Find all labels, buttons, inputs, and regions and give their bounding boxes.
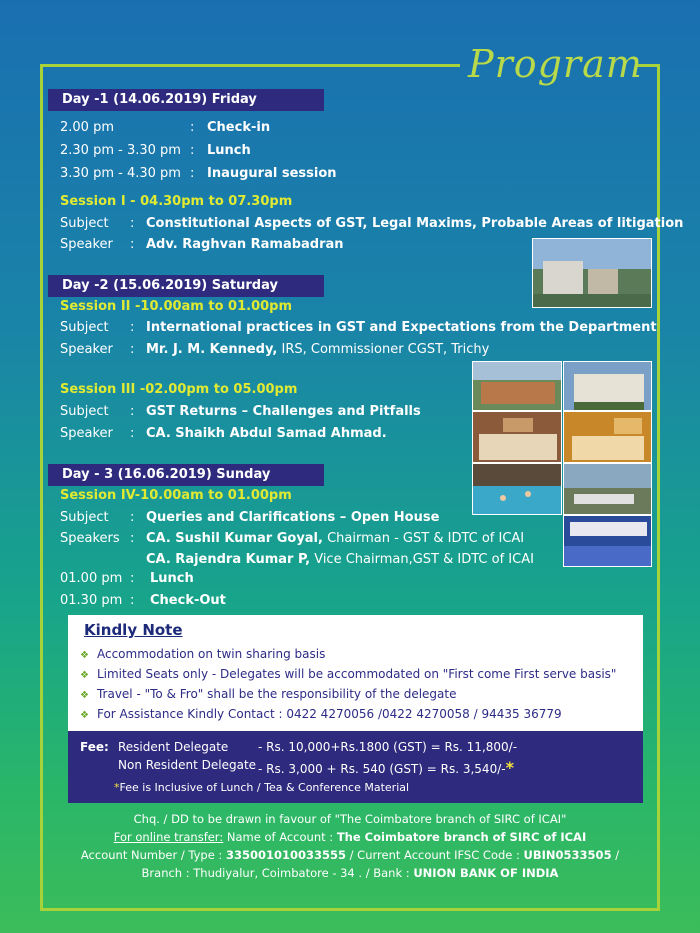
diamond-bullet-icon: ❖ (80, 690, 89, 701)
note-item: ❖ For Assistance Kindly Contact : 0422 4270056 /0422 4270058 / 94435 36779 (80, 707, 562, 721)
session-4-heading: Session IV-10.00am to 01.00pm (60, 488, 292, 503)
day-3-bar: Day - 3 (16.06.2019) Sunday (48, 464, 324, 486)
session-3-heading: Session III -02.00pm to 05.00pm (60, 382, 298, 397)
photo-hotel-exterior (532, 238, 652, 308)
photo-terrace (472, 361, 562, 411)
note-item: ❖ Travel - "To & Fro" shall be the responsibility of the delegate (80, 687, 457, 701)
frame-bottom (40, 908, 660, 911)
photo-room-2 (563, 411, 652, 463)
diamond-bullet-icon: ❖ (80, 650, 89, 661)
day-2-bar: Day -2 (15.06.2019) Saturday (48, 275, 324, 297)
fee-footnote: *Fee is Inclusive of Lunch / Tea & Conference Material (114, 781, 410, 794)
payment-online-line: For online transfer: Name of Account : The Coimbatore branch of SIRC of ICAI (113, 830, 587, 844)
photo-pool (472, 463, 562, 515)
note-item: ❖ Limited Seats only - Delegates will be accommodated on "First come First serve basis" (80, 667, 617, 681)
payment-account-line: Account Number / Type : 335001010033555 / Current Account IFSC Code : UBIN0533505 / (80, 848, 620, 862)
session-1-heading: Session I - 04.30pm to 07.30pm (60, 194, 293, 209)
day-1-bar: Day -1 (14.06.2019) Friday (48, 89, 324, 111)
program-title: Program (468, 42, 643, 86)
fee-label: Fee: (80, 740, 109, 754)
frame-top-left (40, 64, 460, 67)
photo-room-1 (472, 411, 562, 463)
session-2-heading: Session II -10.00am to 01.00pm (60, 299, 293, 314)
fee-box: Fee: Resident Delegate - Rs. 10,000+Rs.1800 (GST) = Rs. 11,800/- Non Resident Delegate - Rs. 3,000 + Rs. 540 (GST) = Rs. 3,540/-* *Fee is Inclusive of Lunch / Tea & Conference Material (68, 731, 643, 803)
diamond-bullet-icon: ❖ (80, 670, 89, 681)
photo-building (563, 361, 652, 411)
frame-right (657, 64, 660, 910)
payment-cheque-line: Chq. / DD to be drawn in favour of "The Coimbatore branch of SIRC of ICAI" (133, 812, 567, 826)
frame-left (40, 64, 43, 910)
kindly-note-title: Kindly Note (84, 621, 183, 639)
payment-branch-line: Branch : Thudiyalur, Coimbatore - 34 . / Bank : UNION BANK OF INDIA (141, 866, 559, 880)
photo-outdoor (563, 463, 652, 515)
diamond-bullet-icon: ❖ (80, 710, 89, 721)
photo-conference-hall (563, 515, 652, 567)
kindly-note-box (68, 615, 643, 731)
note-item: ❖ Accommodation on twin sharing basis (80, 647, 326, 661)
fee-resident-row: Fee: Resident Delegate - Rs. 10,000+Rs.1800 (GST) = Rs. 11,800/- (80, 740, 518, 754)
